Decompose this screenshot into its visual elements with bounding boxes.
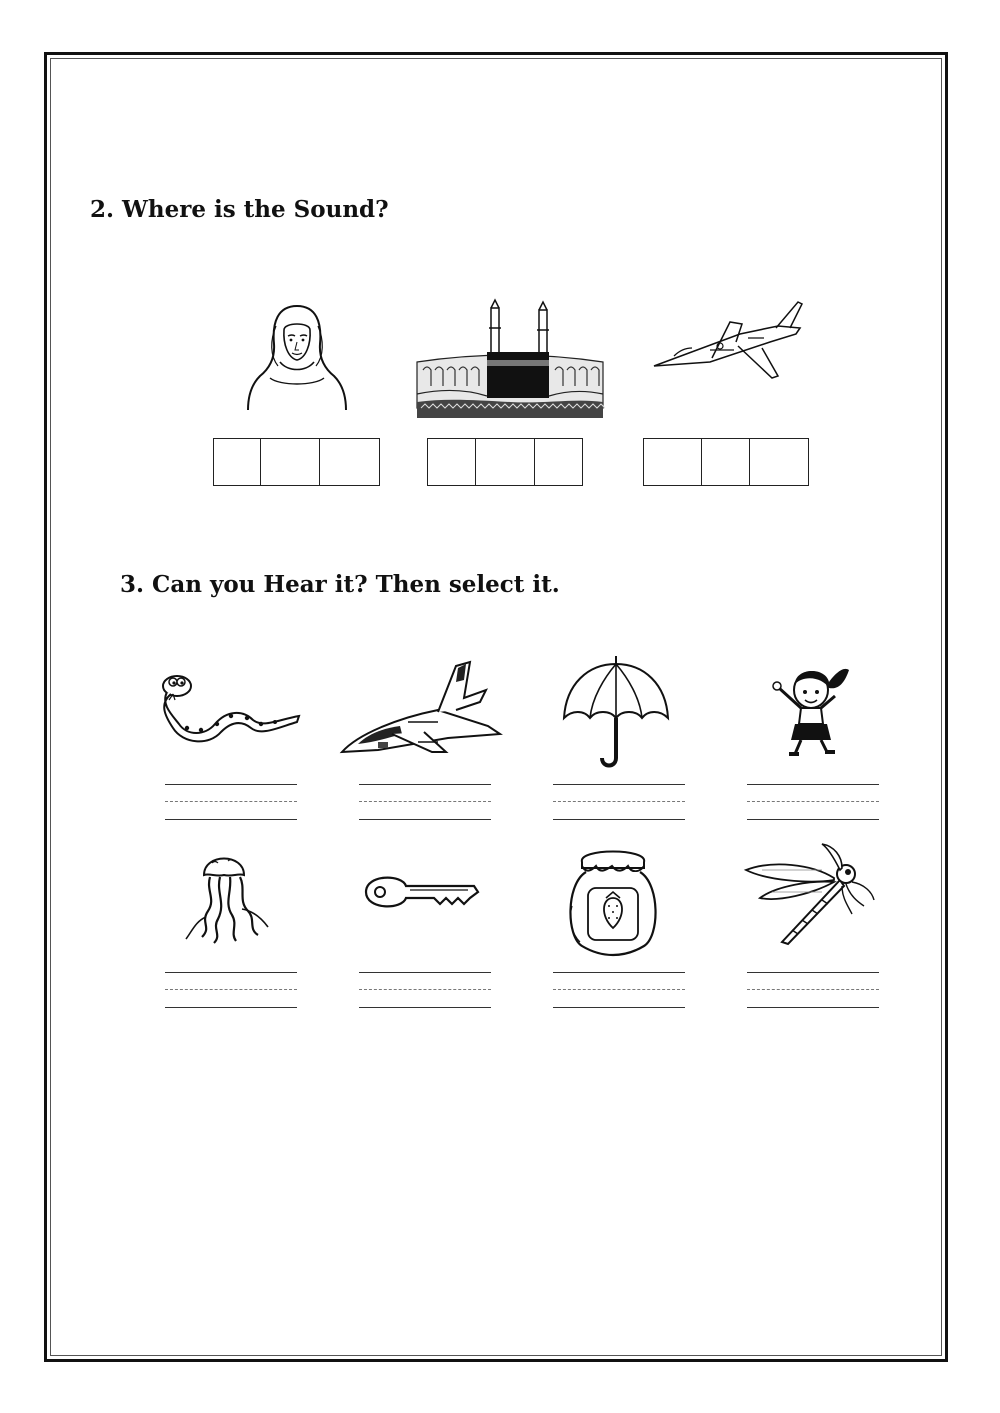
jet-icon <box>650 298 805 383</box>
jumping-girl-icon <box>765 660 855 762</box>
dragonfly-icon <box>742 840 877 950</box>
writing-lines[interactable] <box>553 972 685 1012</box>
jam-jar-icon <box>564 836 662 958</box>
jet-plane-icon <box>338 660 503 760</box>
writing-lines[interactable] <box>165 784 297 824</box>
writing-lines[interactable] <box>359 972 491 1012</box>
letter-box[interactable] <box>261 439 320 485</box>
letter-boxes-3 <box>643 438 809 486</box>
writing-lines[interactable] <box>359 784 491 824</box>
letter-boxes-2 <box>427 438 583 486</box>
key-icon <box>360 862 480 924</box>
letter-box[interactable] <box>476 439 535 485</box>
letter-boxes-1 <box>213 438 380 486</box>
section-3-heading: 3. Can you Hear it? Then select it. <box>120 571 560 598</box>
letter-box[interactable] <box>214 439 261 485</box>
letter-box[interactable] <box>535 439 582 485</box>
writing-lines[interactable] <box>747 972 879 1012</box>
letter-box[interactable] <box>750 439 808 485</box>
kaaba-icon <box>415 298 605 426</box>
hijab-woman-icon <box>240 300 355 415</box>
section-2-heading: 2. Where is the Sound? <box>90 196 389 223</box>
letter-box[interactable] <box>644 439 702 485</box>
snake-icon <box>157 670 302 750</box>
jellyfish-icon <box>182 845 270 945</box>
umbrella-icon <box>560 654 672 772</box>
letter-box[interactable] <box>320 439 379 485</box>
writing-lines[interactable] <box>747 784 879 824</box>
letter-box[interactable] <box>428 439 476 485</box>
letter-box[interactable] <box>702 439 750 485</box>
writing-lines[interactable] <box>553 784 685 824</box>
writing-lines[interactable] <box>165 972 297 1012</box>
